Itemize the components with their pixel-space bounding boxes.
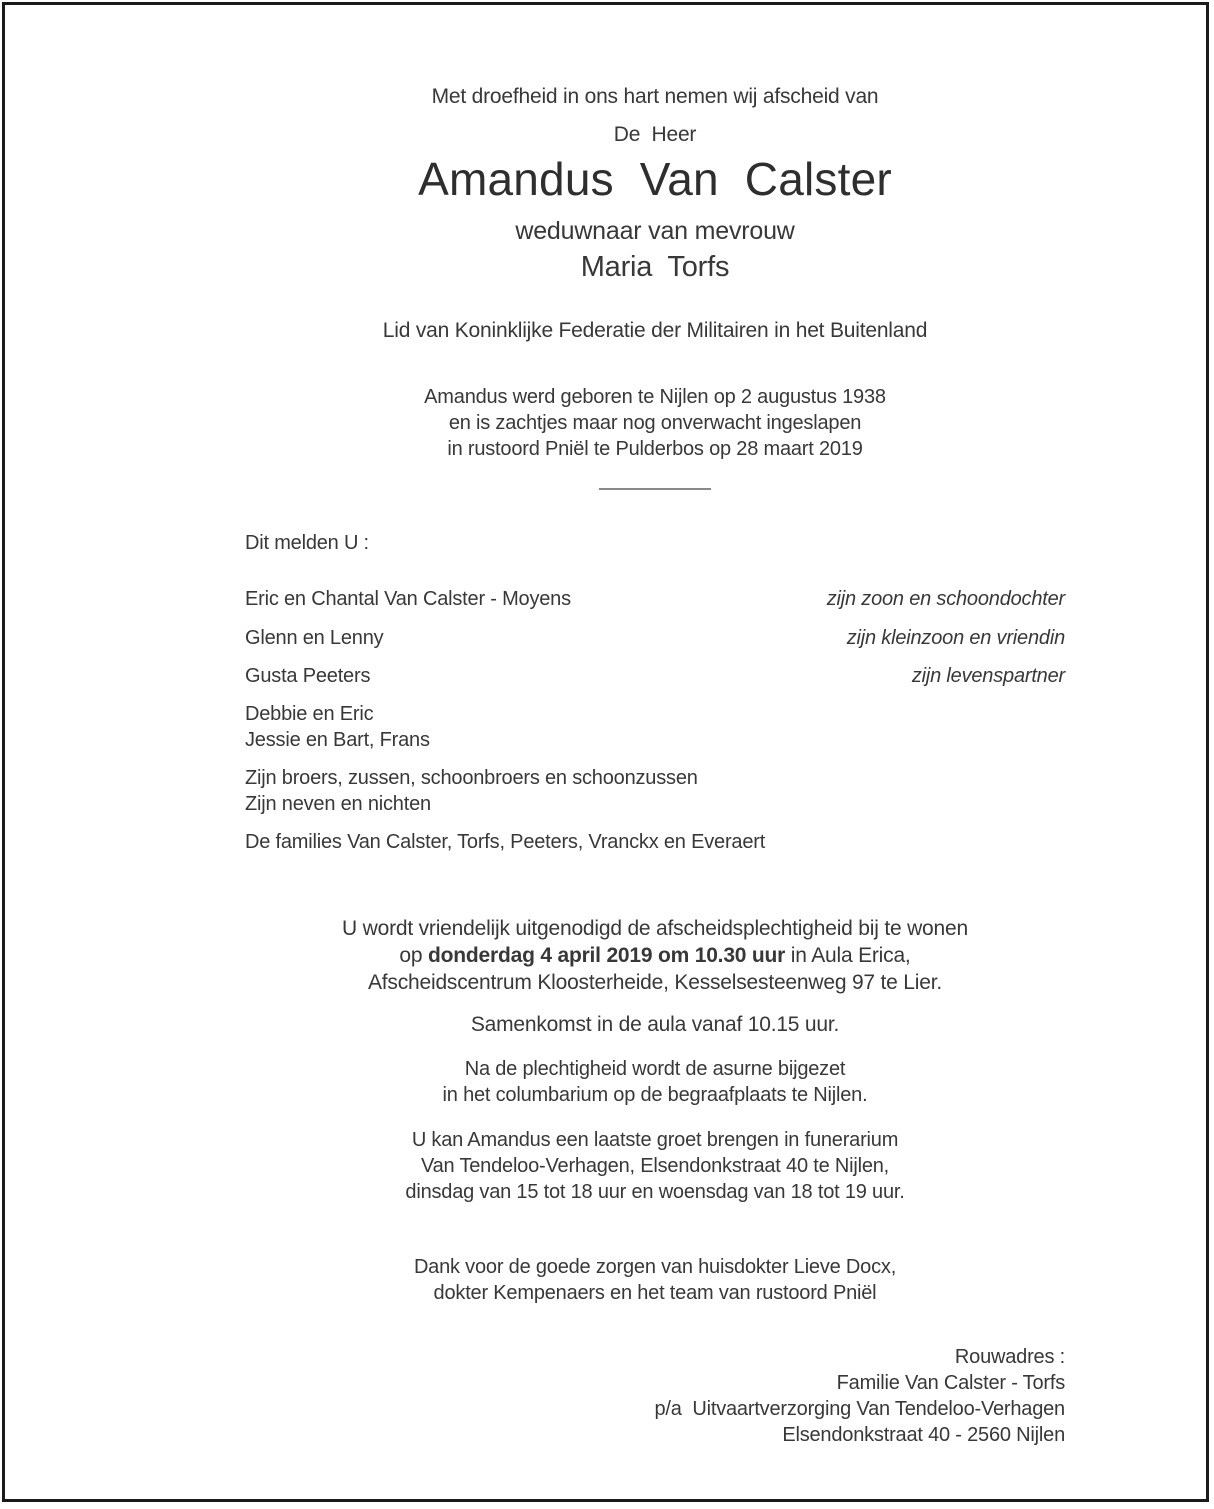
family-line: Zijn broers, zussen, schoonbroers en schoonzussen [245, 767, 698, 789]
family-line: Debbie en Eric [245, 703, 374, 725]
ceremony-line [245, 942, 1065, 969]
relative-row [245, 625, 1065, 651]
obituary-card [245, 0, 1065, 1448]
interment-line: in het columbarium op de begraafplaats te Nijlen. [442, 1084, 868, 1106]
mourning-address-label: Rouwadres : [954, 1346, 1065, 1368]
thanks-line: dokter Kempenaers en het team van rustoord Pniël [433, 1282, 877, 1304]
interment-block [245, 1056, 1065, 1108]
ceremony-line: U wordt vriendelijk uitgenodigd de afscheidsplechtigheid bij te wonen [342, 917, 968, 940]
mourning-address-line: p/a Uitvaartverzorging Van Tendeloo-Verhagen [654, 1398, 1065, 1420]
thanks-block [245, 1254, 1065, 1306]
visitation-line: U kan Amandus een laatste groet brengen in funerarium [411, 1129, 899, 1151]
announcement-label: Dit melden U : [245, 532, 369, 554]
ceremony-date-prefix: op [399, 944, 429, 967]
membership-line: Lid van Koninklijke Federatie der Militairen in het Buitenland [382, 319, 928, 342]
ceremony-block [245, 915, 1065, 996]
family-line: Jessie en Bart, Frans [245, 729, 430, 751]
deceased-name: Amandus Van Calster [418, 153, 892, 205]
relative-row [245, 586, 1065, 612]
family-line: Zijn neven en nichten [245, 793, 431, 815]
siblings-block [245, 765, 1065, 817]
death-line-2: in rustoord Pniël te Pulderbos op 28 maart 2019 [447, 438, 863, 460]
relative-relation: zijn kleinzoon en vriendin [846, 627, 1065, 649]
mourning-address-line: Elsendonkstraat 40 - 2560 Nijlen [782, 1424, 1065, 1446]
mourning-address-line: Familie Van Calster - Torfs [836, 1372, 1065, 1394]
grandchildren-block [245, 701, 1065, 753]
mourning-address-block [245, 1344, 1065, 1448]
relative-relation: zijn levenspartner [911, 665, 1065, 687]
interment-line: Na de plechtigheid wordt de asurne bijgezet [464, 1058, 846, 1080]
visitation-block [245, 1127, 1065, 1205]
relative-names: Gusta Peeters [245, 665, 371, 687]
visitation-line: Van Tendeloo-Verhagen, Elsendonkstraat 40 te Nijlen, [420, 1155, 890, 1177]
relative-row [245, 663, 1065, 689]
salutation: De Heer [613, 123, 697, 146]
visitation-line: dinsdag van 15 tot 18 uur en woensdag van 18 tot 19 uur. [405, 1181, 905, 1203]
section-divider [599, 488, 711, 490]
widower-line: weduwnaar van mevrouw [515, 217, 795, 245]
birth-line: Amandus werd geboren te Nijlen op 2 augustus 1938 [424, 386, 886, 408]
families-block [245, 829, 1065, 855]
family-line: De families Van Calster, Torfs, Peeters, Vranckx en Everaert [245, 831, 766, 853]
spouse-name: Maria Torfs [580, 251, 730, 283]
ceremony-date-suffix: in Aula Erica, [785, 944, 911, 967]
thanks-line: Dank voor de goede zorgen van huisdokter Lieve Docx, [413, 1256, 897, 1278]
relative-names: Eric en Chantal Van Calster - Moyens [245, 588, 571, 610]
death-line-1: en is zachtjes maar nog onverwacht ingeslapen [448, 412, 862, 434]
relative-names: Glenn en Lenny [245, 627, 384, 649]
ceremony-date: donderdag 4 april 2019 om 10.30 uur [428, 944, 786, 967]
relative-relation: zijn zoon en schoondochter [826, 588, 1065, 610]
intro-line: Met droefheid in ons hart nemen wij afscheid van [431, 85, 879, 108]
life-dates-block [245, 384, 1065, 462]
gathering-line: Samenkomst in de aula vanaf 10.15 uur. [470, 1013, 840, 1036]
ceremony-line: Afscheidscentrum Kloosterheide, Kesselsesteenweg 97 te Lier. [367, 971, 942, 994]
